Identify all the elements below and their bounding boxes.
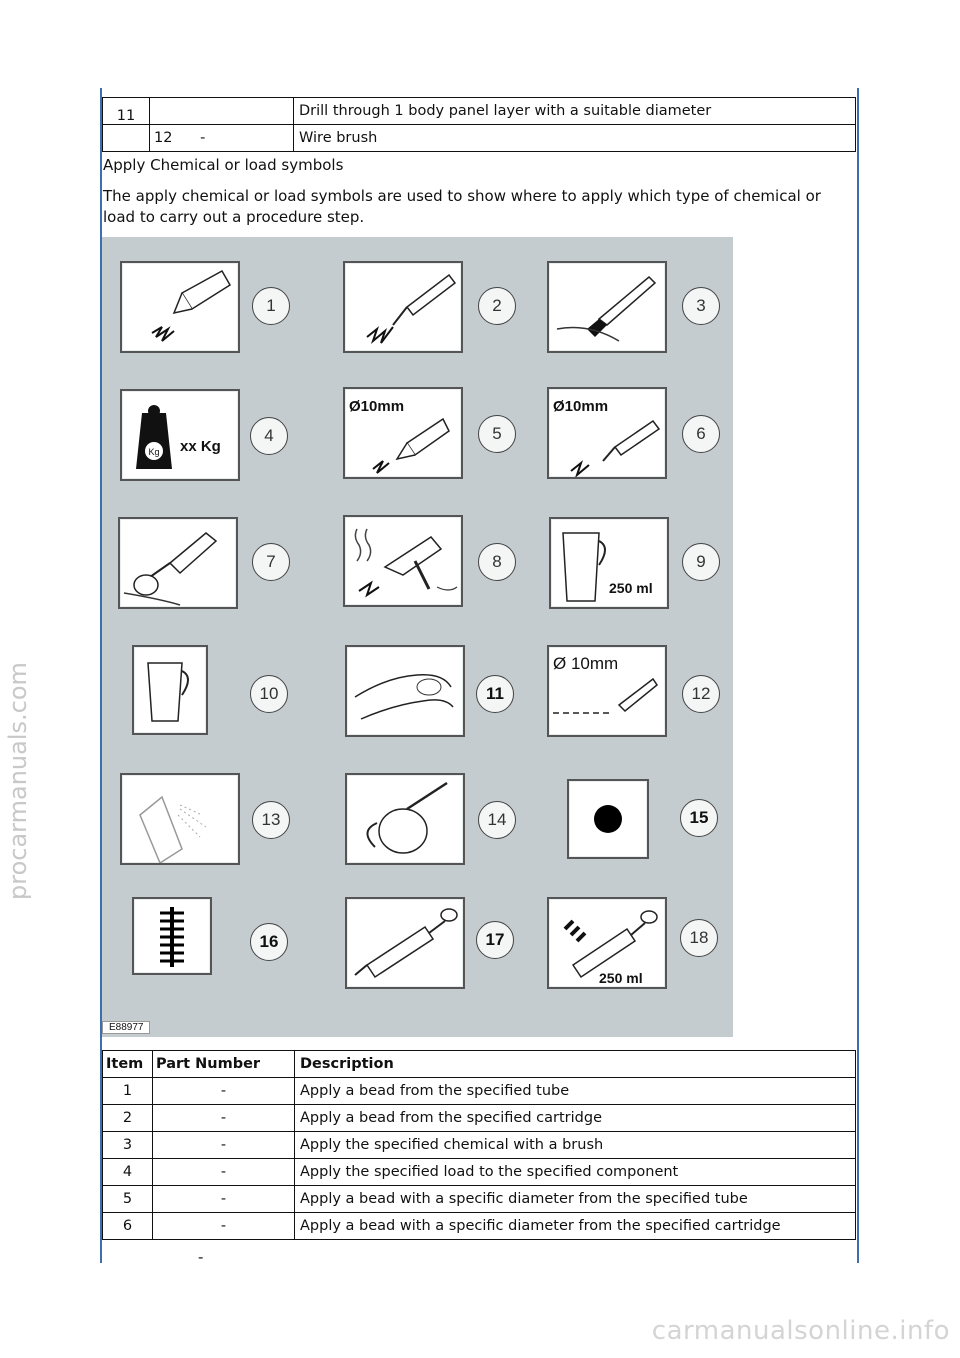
item-cell: 1 [103, 1078, 153, 1105]
table-header-row [103, 1051, 856, 1078]
dot-symbol [567, 779, 649, 859]
hand-clean-symbol [345, 645, 465, 737]
table-row [103, 1132, 856, 1159]
description-cell: Apply a bead with a specific diameter from the specified cartridge [295, 1213, 856, 1240]
item-cell: 4 [103, 1159, 153, 1186]
description-cell: Wire brush [294, 125, 856, 152]
symbol-number: 16 [250, 923, 288, 961]
trailing-dash: - [198, 1248, 204, 1266]
header-description: Description [295, 1051, 856, 1078]
figure-code: E88977 [102, 1021, 150, 1034]
part-cell: - [153, 1132, 295, 1159]
roller-symbol [118, 517, 238, 609]
symbol-number: 3 [682, 287, 720, 325]
symbol-number: 5 [478, 415, 516, 453]
bottom-watermark: carmanualsonline.info [651, 1316, 950, 1346]
symbols-figure [102, 237, 733, 1037]
intro-paragraph: The apply chemical or load symbols are used to show where to apply which type of chemical or load to carry out a procedure step. [103, 187, 821, 226]
grease-gun-250ml-symbol [547, 897, 667, 989]
item-cell: 2 [103, 1105, 153, 1132]
cartridge-bead-symbol [343, 261, 463, 353]
part-cell: - [153, 1078, 295, 1105]
symbol-number: 13 [252, 801, 290, 839]
oil-can-symbol [345, 773, 465, 865]
top-table [102, 97, 856, 152]
symbol-number: 12 [682, 675, 720, 713]
symbol-number: 15 [680, 799, 718, 837]
item-cell: 5 [103, 1186, 153, 1213]
description-cell: Apply a bead from the specified cartridge [295, 1105, 856, 1132]
header-item: Item [103, 1051, 153, 1078]
grease-gun-symbol [345, 897, 465, 989]
kg-label: Kg [148, 447, 160, 457]
tube-diameter-symbol [343, 387, 463, 479]
table-row [103, 125, 856, 152]
glue-gun-symbol [343, 515, 463, 607]
cartridge-diameter-symbol [547, 387, 667, 479]
header-part-number: Part Number [153, 1051, 295, 1078]
table-row [103, 1078, 856, 1105]
symbol-number: 2 [478, 287, 516, 325]
part-cell [150, 98, 294, 125]
part-cell: - [153, 1186, 295, 1213]
volume-label: 250 ml [599, 970, 643, 986]
volume-label: 250 ml [609, 580, 653, 596]
side-watermark: procarmanuals.com [4, 662, 32, 900]
table-row [103, 1105, 856, 1132]
diameter-label: Ø10mm [553, 398, 609, 415]
brush-symbol [547, 261, 667, 353]
section-title: Apply Chemical or load symbols [103, 156, 344, 174]
symbol-number: 11 [476, 675, 514, 713]
part-cell: 12 - [150, 125, 294, 152]
part-cell: - [153, 1105, 295, 1132]
description-cell: Drill through 1 body panel layer with a suitable diameter [294, 98, 856, 125]
symbol-number: 7 [252, 543, 290, 581]
item-cell: 11 [103, 98, 150, 125]
symbol-number: 14 [478, 801, 516, 839]
symbol-number: 17 [476, 921, 514, 959]
description-cell: Apply the specified load to the specified component [295, 1159, 856, 1186]
part-cell: - [153, 1213, 295, 1240]
measure-symbol [132, 645, 208, 735]
description-cell: Apply a bead from the specified tube [295, 1078, 856, 1105]
symbol-number: 10 [250, 675, 288, 713]
description-cell: Apply a bead with a specific diameter from the specified tube [295, 1186, 856, 1213]
spray-symbol [120, 773, 240, 865]
table-row [103, 1213, 856, 1240]
items-table [102, 1050, 856, 1240]
diameter-label: Ø10mm [349, 398, 405, 415]
table-row [103, 1159, 856, 1186]
symbol-number: 1 [252, 287, 290, 325]
table-row [103, 98, 856, 125]
diameter-label: Ø 10mm [553, 654, 619, 673]
wire-brush-symbol [132, 897, 212, 975]
right-rule [857, 88, 859, 1263]
measure-250ml-symbol [549, 517, 669, 609]
item-cell: 3 [103, 1132, 153, 1159]
weight-label: xx Kg [180, 438, 221, 455]
symbol-number: 9 [682, 543, 720, 581]
symbol-number: 6 [682, 415, 720, 453]
load-symbol [120, 389, 240, 481]
item-cell: 6 [103, 1213, 153, 1240]
symbol-number: 4 [250, 417, 288, 455]
description-cell: Apply the specified chemical with a brush [295, 1132, 856, 1159]
tube-bead-symbol [120, 261, 240, 353]
symbol-number: 8 [478, 543, 516, 581]
cartridge-diameter-dashed-symbol [547, 645, 667, 737]
part-cell: - [153, 1159, 295, 1186]
symbol-number: 18 [680, 919, 718, 957]
table-row [103, 1186, 856, 1213]
item-cell [103, 125, 150, 152]
